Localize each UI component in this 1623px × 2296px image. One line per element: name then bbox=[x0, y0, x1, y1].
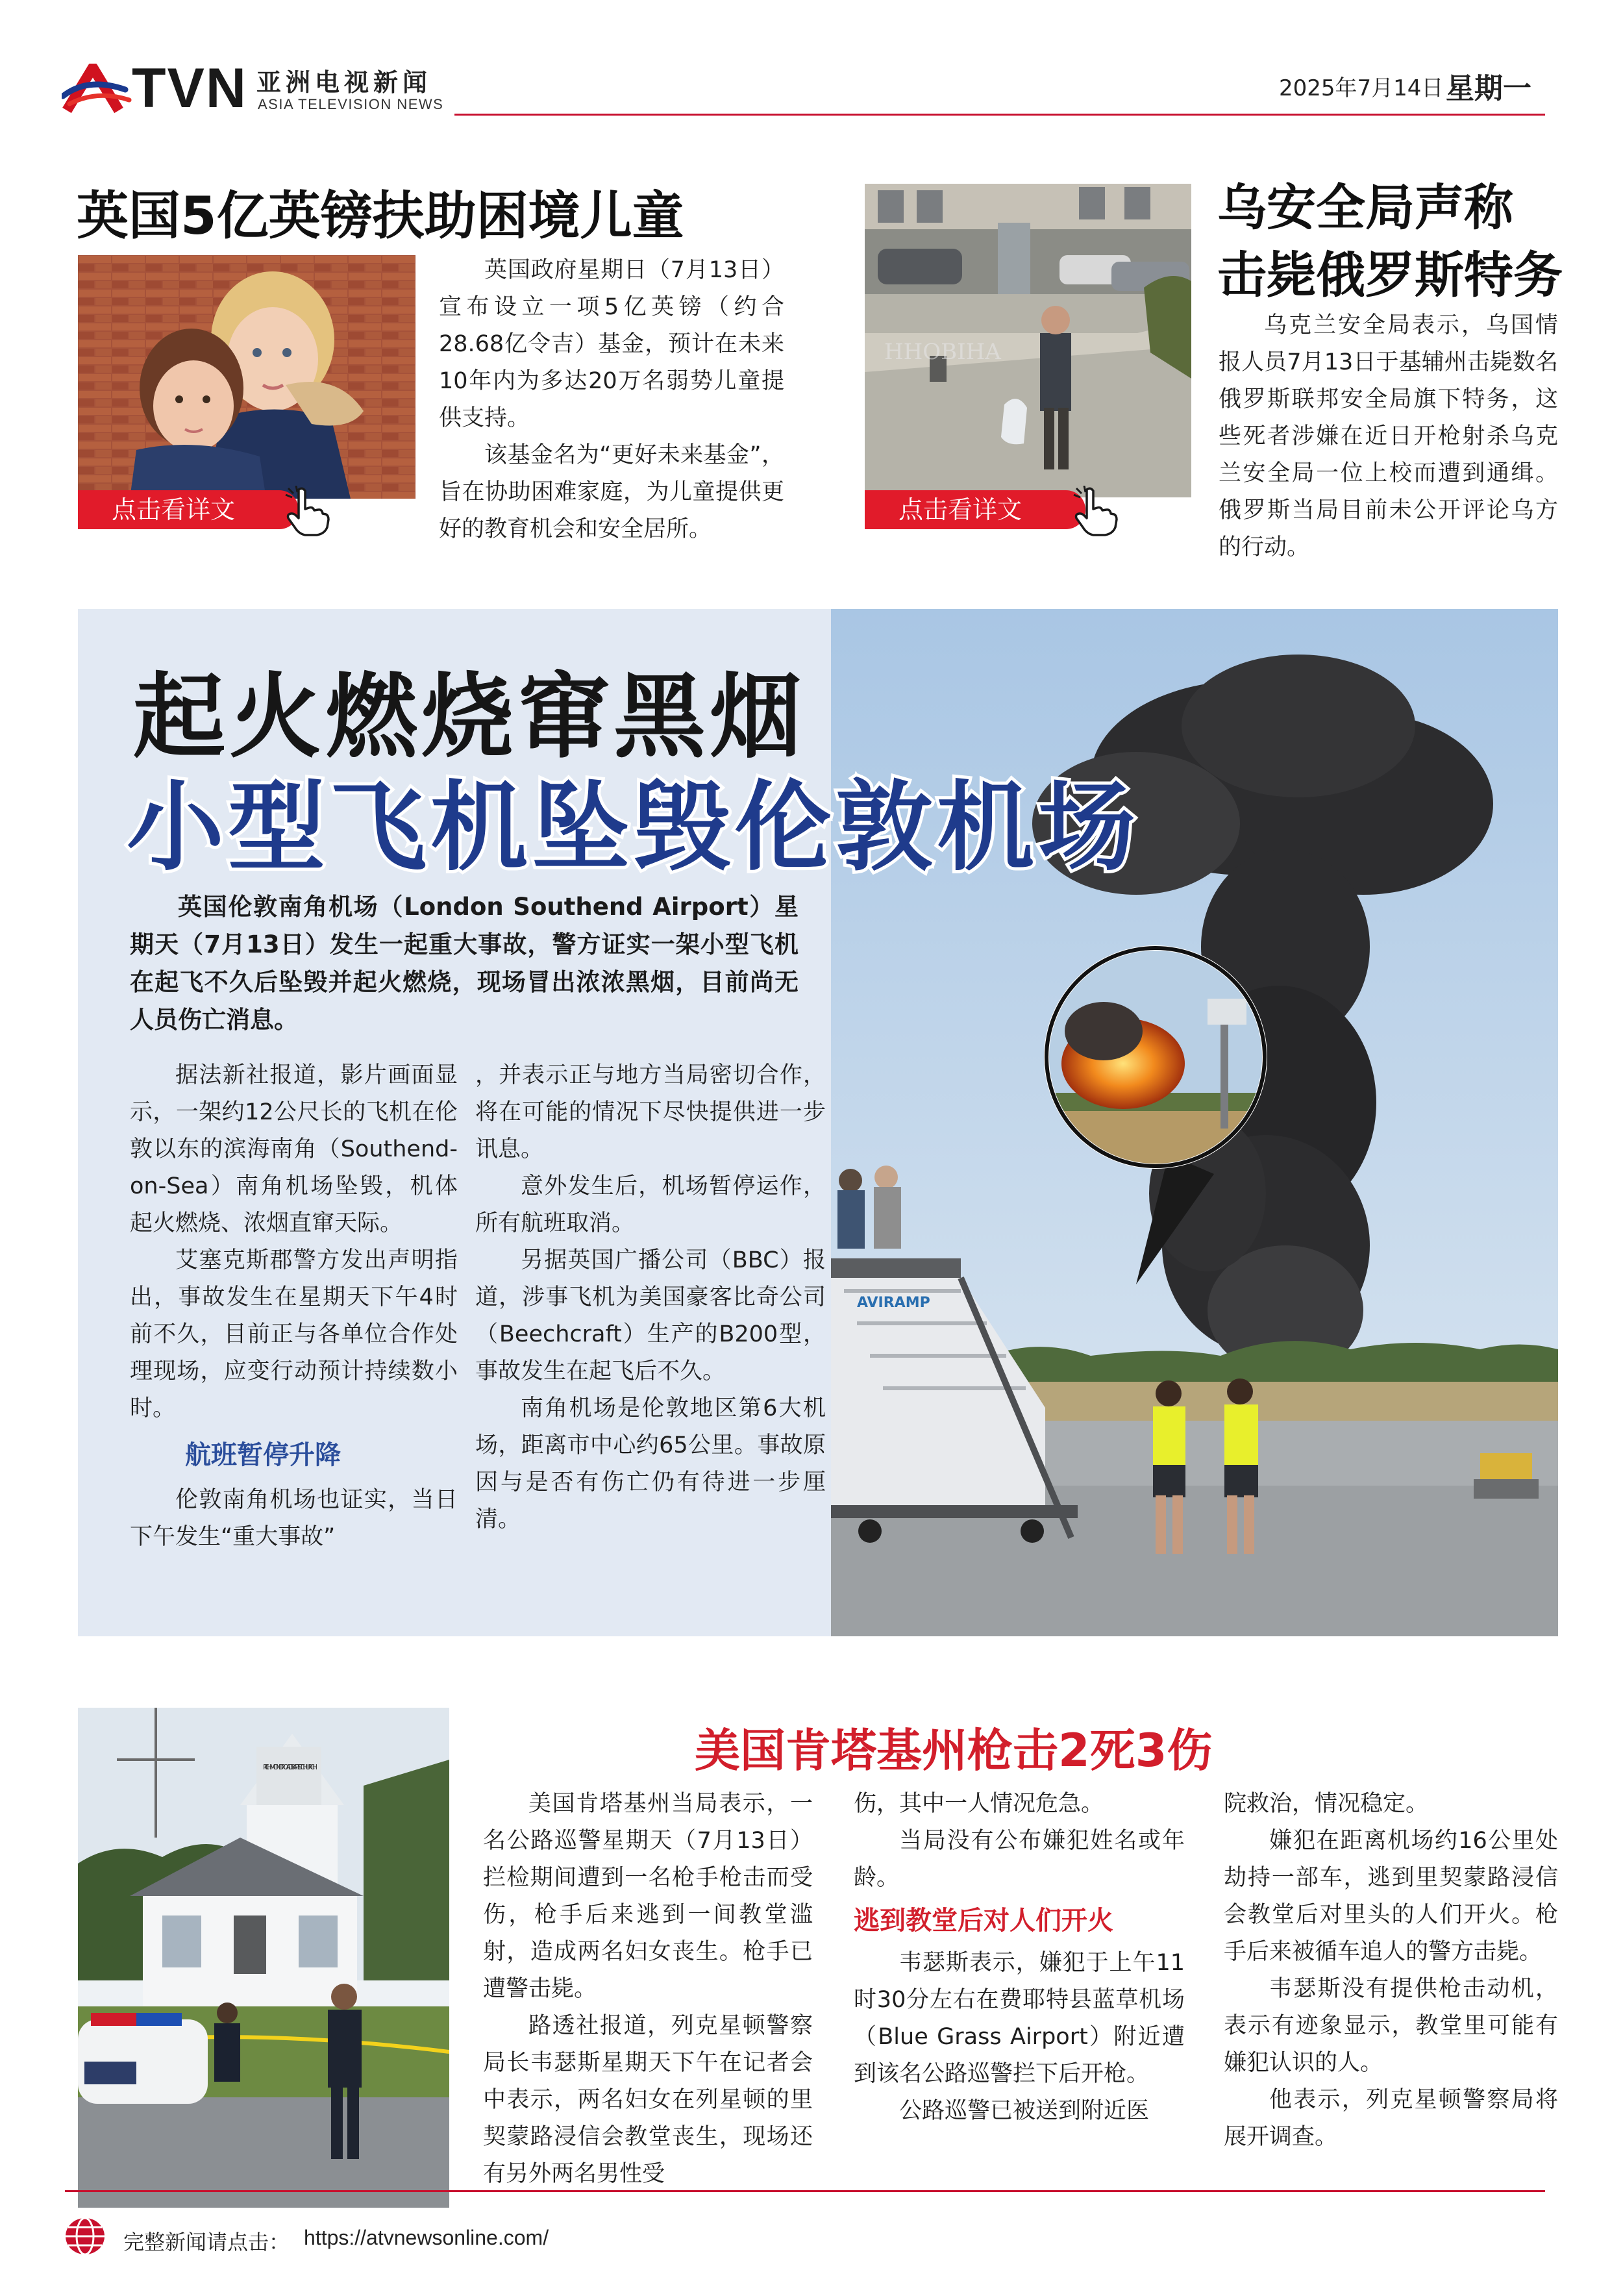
article3-paragraph: 他表示，列克星顿警察局将展开调查。 bbox=[1224, 2087, 1558, 2150]
article2-headline-line1: 乌安全局声称 bbox=[1217, 179, 1513, 236]
article3-subhead: 逃到教堂后对人们开火 bbox=[854, 1906, 1113, 1936]
article2-headline bbox=[1217, 174, 1563, 309]
feature-column-2 bbox=[475, 1057, 826, 1538]
feature-column-1 bbox=[130, 1057, 458, 1556]
article3-paragraph: 韦瑟斯没有提供枪击动机，表示有迹象显示，教堂里可能有嫌犯认识的人。 bbox=[1224, 1976, 1558, 2076]
article2-photo bbox=[865, 184, 1191, 497]
feature-headline-line1: 起火燃烧窜黑烟 bbox=[133, 664, 806, 771]
header-rule bbox=[454, 114, 1545, 116]
article3-paragraph: 伤，其中一人情况危急。 bbox=[854, 1791, 1104, 1817]
article1-headline: 英国5亿英镑扶助困境儿童 bbox=[77, 186, 684, 246]
article1-detail-label: 点击看详文 bbox=[112, 495, 236, 524]
article3-column-1 bbox=[483, 1786, 813, 2193]
article2-detail-label: 点击看详文 bbox=[898, 495, 1022, 524]
feature-paragraph: 另据英国广播公司（BBC）报道，涉事飞机为美国豪客比奇公司（Beechcraft）生产的B200型，事故发生在起飞后不久。 bbox=[475, 1247, 826, 1384]
article2-photo-watermark: HHOBIHA bbox=[884, 339, 1001, 365]
feature-paragraph: 据法新社报道，影片画面显示，一架约12公尺长的飞机在伦敦以东的滨海南角（Southend-on-Sea）南角机场坠毁，机体起火燃烧、浓烟直窜天际。 bbox=[130, 1062, 458, 1236]
article3-paragraph: 美国肯塔基州当局表示，一名公路巡警星期天（7月13日）拦检期间遭到一名枪手枪击而受伤，枪手后来逃到一间教堂滥射，造成两名妇女丧生。枪手已遭警击毙。 bbox=[483, 1791, 813, 2002]
article2-paragraph: 乌克兰安全局表示，乌国情报人员7月13日于基辅州击毙数名俄罗斯联邦安全局旗下特务，这些死者涉嫌在近日开枪射杀乌克兰安全局一位上校而遭到通缉。俄罗斯当局目前未公开评论乌方的行动。 bbox=[1219, 312, 1558, 560]
article1-detail-button[interactable] bbox=[78, 490, 299, 529]
atvn-logo-icon bbox=[62, 64, 133, 116]
feature-paragraph: 艾塞克斯郡警方发出声明指出，事故发生在星期天下午4时前不久，目前正与各单位合作处理现场，应变行动预计持续数小时。 bbox=[130, 1247, 458, 1421]
feature-lead: 英国伦敦南角机场（London Southend Airport）星期天（7月13日）发生一起重大事故，警方证实一架小型飞机在起飞不久后坠毁并起火燃烧，现场冒出浓浓黑烟，目前尚无人员伤亡消息。 bbox=[130, 893, 799, 1034]
article3-paragraph: 院救治，情况稳定。 bbox=[1224, 1791, 1429, 1817]
globe-icon bbox=[62, 2215, 108, 2257]
article3-column-3 bbox=[1224, 1786, 1558, 2156]
article1-body bbox=[439, 252, 784, 548]
article3-headline: 美国肯塔基州枪击2死3伤 bbox=[695, 1724, 1213, 1777]
brand-name-cn: 亚洲电视新闻 bbox=[256, 68, 432, 97]
feature-headline-line2: 小型飞机坠毁伦敦机场 bbox=[127, 771, 1140, 884]
article1-paragraph: 该基金名为“更好未来基金”，旨在协助困难家庭，为儿童提供更好的教育机会和安全居所。 bbox=[439, 442, 784, 542]
feature-paragraph: ，并表示正与地方当局密切合作，将在可能的情况下尽快提供进一步讯息。 bbox=[475, 1062, 826, 1162]
article3-church-photo bbox=[78, 1708, 449, 2208]
article3-paragraph: 公路巡警已被送到附近医 bbox=[899, 2098, 1150, 2124]
issue-weekday: 星期一 bbox=[1446, 72, 1531, 105]
footer-website-link[interactable]: https://atvnewsonline.com/ bbox=[304, 2226, 549, 2249]
feature-paragraph: 南角机场是伦敦地区第6大机场，距离市中心约65公里。事故原因与是否有伤亡仍有待进一步厘清。 bbox=[475, 1395, 826, 1532]
article3-paragraph: 当局没有公布嫌犯姓名或年龄。 bbox=[854, 1828, 1185, 1891]
article3-column-2 bbox=[854, 1786, 1185, 2130]
pointer-hand-icon bbox=[284, 486, 330, 536]
issue-date: 2025年7月14日 bbox=[1279, 75, 1444, 101]
article2-body bbox=[1219, 307, 1558, 566]
pointer-hand-icon bbox=[1072, 486, 1118, 536]
article3-paragraph: 路透社报道，列克星顿警察局长韦瑟斯星期天下午在记者会中表示，两名妇女在列星顿的里契蒙路浸信会教堂丧生，现场还有另外两名男性受 bbox=[483, 2013, 813, 2187]
church-sign-text: RICHMOND ROAD BAPTIST CHURCH bbox=[263, 1763, 318, 1771]
footer-label: 完整新闻请点击： bbox=[123, 2230, 290, 2254]
article2-headline-line2: 击毙俄罗斯特务 bbox=[1217, 246, 1563, 304]
footer-rule bbox=[65, 2190, 1545, 2192]
stairs-logo-text: AVIRAMP bbox=[857, 1295, 930, 1311]
brand-name-en: ASIA TELEVISION NEWS bbox=[258, 96, 444, 112]
logo-text: TVN bbox=[132, 57, 247, 119]
article3-paragraph: 嫌犯在距离机场约16公里处劫持一部车，逃到里契蒙路浸信会教堂后对里头的人们开火。枪手后来被循车追人的警方击毙。 bbox=[1224, 1828, 1558, 1965]
article3-paragraph: 韦瑟斯表示，嫌犯于上午11时30分左右在费耶特县蓝草机场（Blue Grass Airport）附近遭到该名公路巡警拦下后开枪。 bbox=[854, 1950, 1185, 2087]
article1-paragraph: 英国政府星期日（7月13日）宣布设立一项5亿英镑（约合28.68亿令吉）基金，预计在未来10年内为多达20万名弱势儿童提供支持。 bbox=[439, 257, 784, 431]
feature-paragraph: 意外发生后，机场暂停运作，所有航班取消。 bbox=[475, 1173, 826, 1236]
feature-subhead: 航班暂停升降 bbox=[185, 1440, 341, 1470]
masthead bbox=[62, 57, 1545, 129]
article1-photo bbox=[78, 255, 415, 499]
feature-paragraph: 伦敦南角机场也证实，当日下午发生“重大事故” bbox=[130, 1487, 458, 1550]
article2-detail-button[interactable] bbox=[865, 490, 1085, 529]
